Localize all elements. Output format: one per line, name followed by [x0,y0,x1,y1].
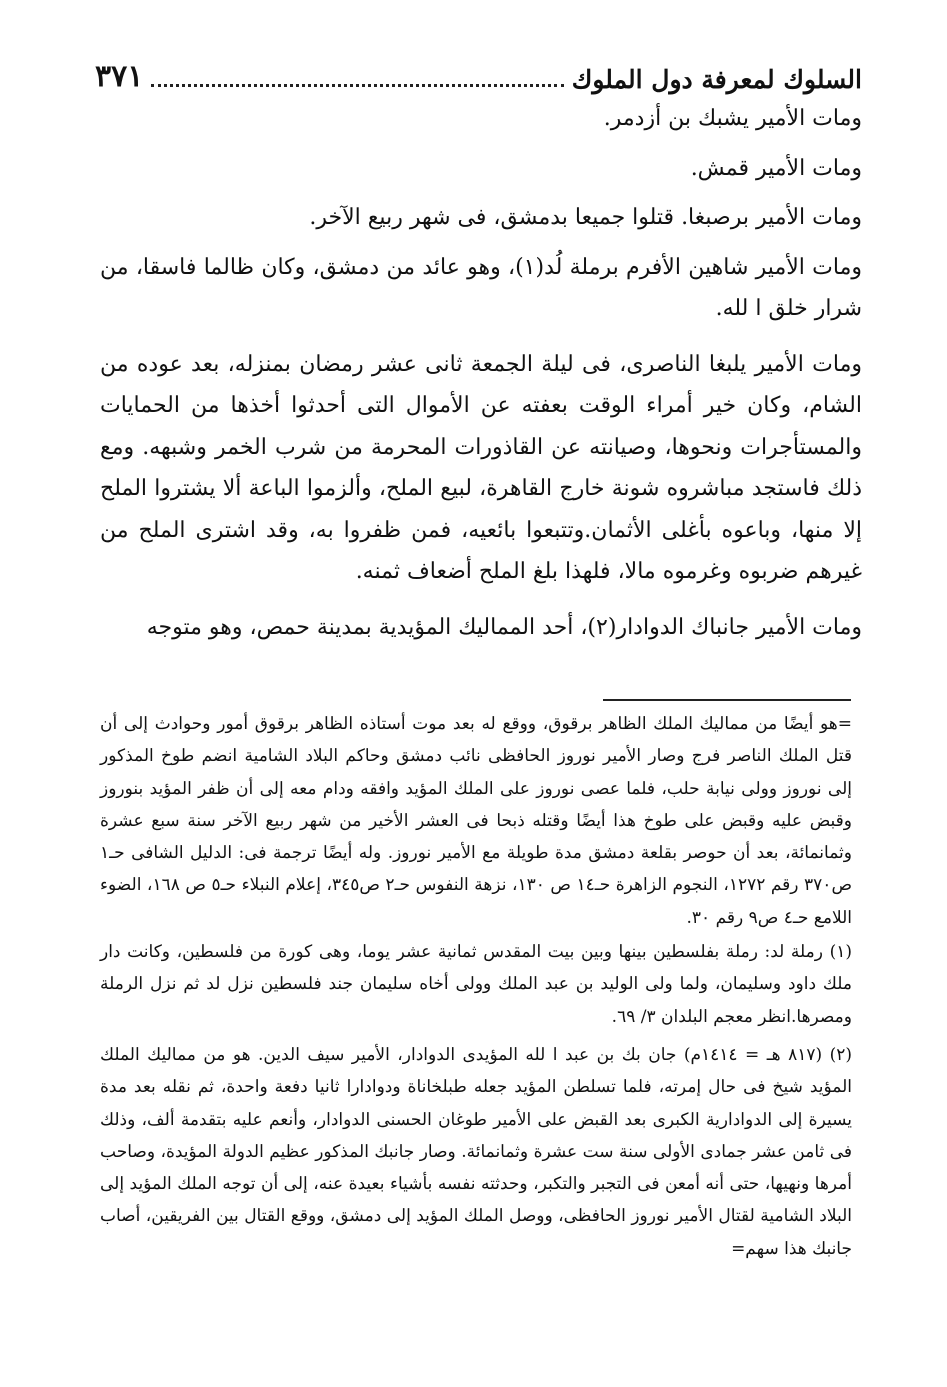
paragraph: ومات الأمير قمش. [690,155,862,181]
paragraph: ومات الأمير شاهين الأفرم برملة لُد(١)، وهو عائد من دمشق، وكان ظالما فاسقا، من شرار خلق ا لله. [100,254,862,321]
leader-dots [151,80,563,87]
main-text [100,98,862,656]
footnote-separator [603,699,851,701]
footnote-continuation: =هو أيضًا من مماليك الملك الظاهر برقوق، ووقع له بعد موت أستاذه الظاهر برقوق أمور وحوادث إلى أن قتل الملك الناصر فرج وصار الأمير نوروز الحافظى نائب دمشق وحاكم البلاد الشامية انضم طوخ المذكور إلى نوروز وولى نيابة حلب، فلما عصى نوروز على الملك المؤيد وافقه ودام معه إلى أن ظفر المؤيد بنوروز وقبض عليه وقبض على طوخ هذا أيضًا وقتله ذبحا فى العشر الأخير من شهر ربيع الآخر سنة سبع عشرة وثمانمائة، بعد أن حوصر بقلعة دمشق مدة طويلة مع الأمير نوروز. وله أيضًا ترجمة فى: الدليل الشافى حـ١ ص٣٧٠ رقم ١٢٧٢، النجوم الزاهرة حـ١٤ ص ١٣٠، نزهة النفوس حـ٢ ص٣٤٥، إعلام النبلاء حـ٥ ص ١٦٨، الضوء اللامع حـ٤ ص٩ رقم ٣٠. [100,714,852,928]
page-number: ٣٧١ [95,59,144,94]
paragraph: ومات الأمير يلبغا الناصرى، فى ليلة الجمعة ثانى عشر رمضان بمنزله، بعد عوده من الشام، وكان خير أمراء الوقت بعفته عن الأموال التى أحدثوا أخذها من الحمايات والمستأجرات ونحوها، وصيانته عن القاذورات المحرمة من شرب الخمر وشبهه. ومع ذلك فاستجد مباشروه شونة خارج القاهرة، لبيع الملح، وألزموا الباعة ألا يشتروا الملح إلا منها، وباعوه بأغلى الأثمان.وتتبعوا بائعيه، فمن ظفروا به، وقد اشترى الملح من غيرهم ضربوه وغرموه مالا، فلهذا بلغ الملح أضعاف ثمنه. [100,351,862,584]
footnote-1: (١) رملة لد: رملة بفلسطين بينها وبين بيت المقدس ثمانية عشر يوما، وهى كورة من فلسطين، وكانت دار ملك داود وسليمان، ولما ولى الوليد بن عبد الملك وولى أخاه سليمان جند فلسطين نزل لد ثم نزل الرملة ومصرها.انظر معجم البلدان ٣/ ٦٩. [100,942,852,1027]
paragraph: ومات الأمير يشبك بن أزدمر. [603,106,862,131]
book-title: السلوك لمعرفة دول الملوك [571,65,862,94]
running-header [95,52,862,92]
paragraph: ومات الأمير برصبغا. قتلوا جميعا بدمشق، فى شهر ربيع الآخر. [309,205,862,230]
paragraph: ومات الأمير جانباك الدوادار(٢)، أحد المماليك المؤيدية بمدينة حمص، وهو متوجه [146,614,862,640]
footnotes [100,708,852,1271]
footnote-2: (٢) (٨١٧ هـ = ١٤١٤م) جان بك بن عبد ا لله المؤيدى الدوادار، الأمير سيف الدين. هو من مماليك الملك المؤيد شيخ فى حال إمرته، فلما تسلطن المؤيد جعله طبلخاناة ودوادارا ثانيا دفعة واحدة، ثم نقله بعد مدة يسيرة إلى الدوادارية الكبرى بعد القبض على الأمير طوغان الحسنى الدوادار، وأنعم عليه بتقدمة ألف، وذلك فى ثامن عشر جمادى الأولى سنة ست عشرة وثمانمائة. وصار جانبك المذكور عظيم الدولة المؤيدة، وصاحب أمرها ونهيها، حتى أنه أمعن فى التجبر والتكبر، وحدثته نفسه بأشياء بعيدة عنه، إلى أن توجه الملك المؤيد إلى البلاد الشامية لقتال الأمير نوروز الحافظى، ووصل الملك المؤيد إلى دمشق، ووقع القتال بين الفريقين، أصاب جانبك هذا سهم= [100,1044,852,1259]
